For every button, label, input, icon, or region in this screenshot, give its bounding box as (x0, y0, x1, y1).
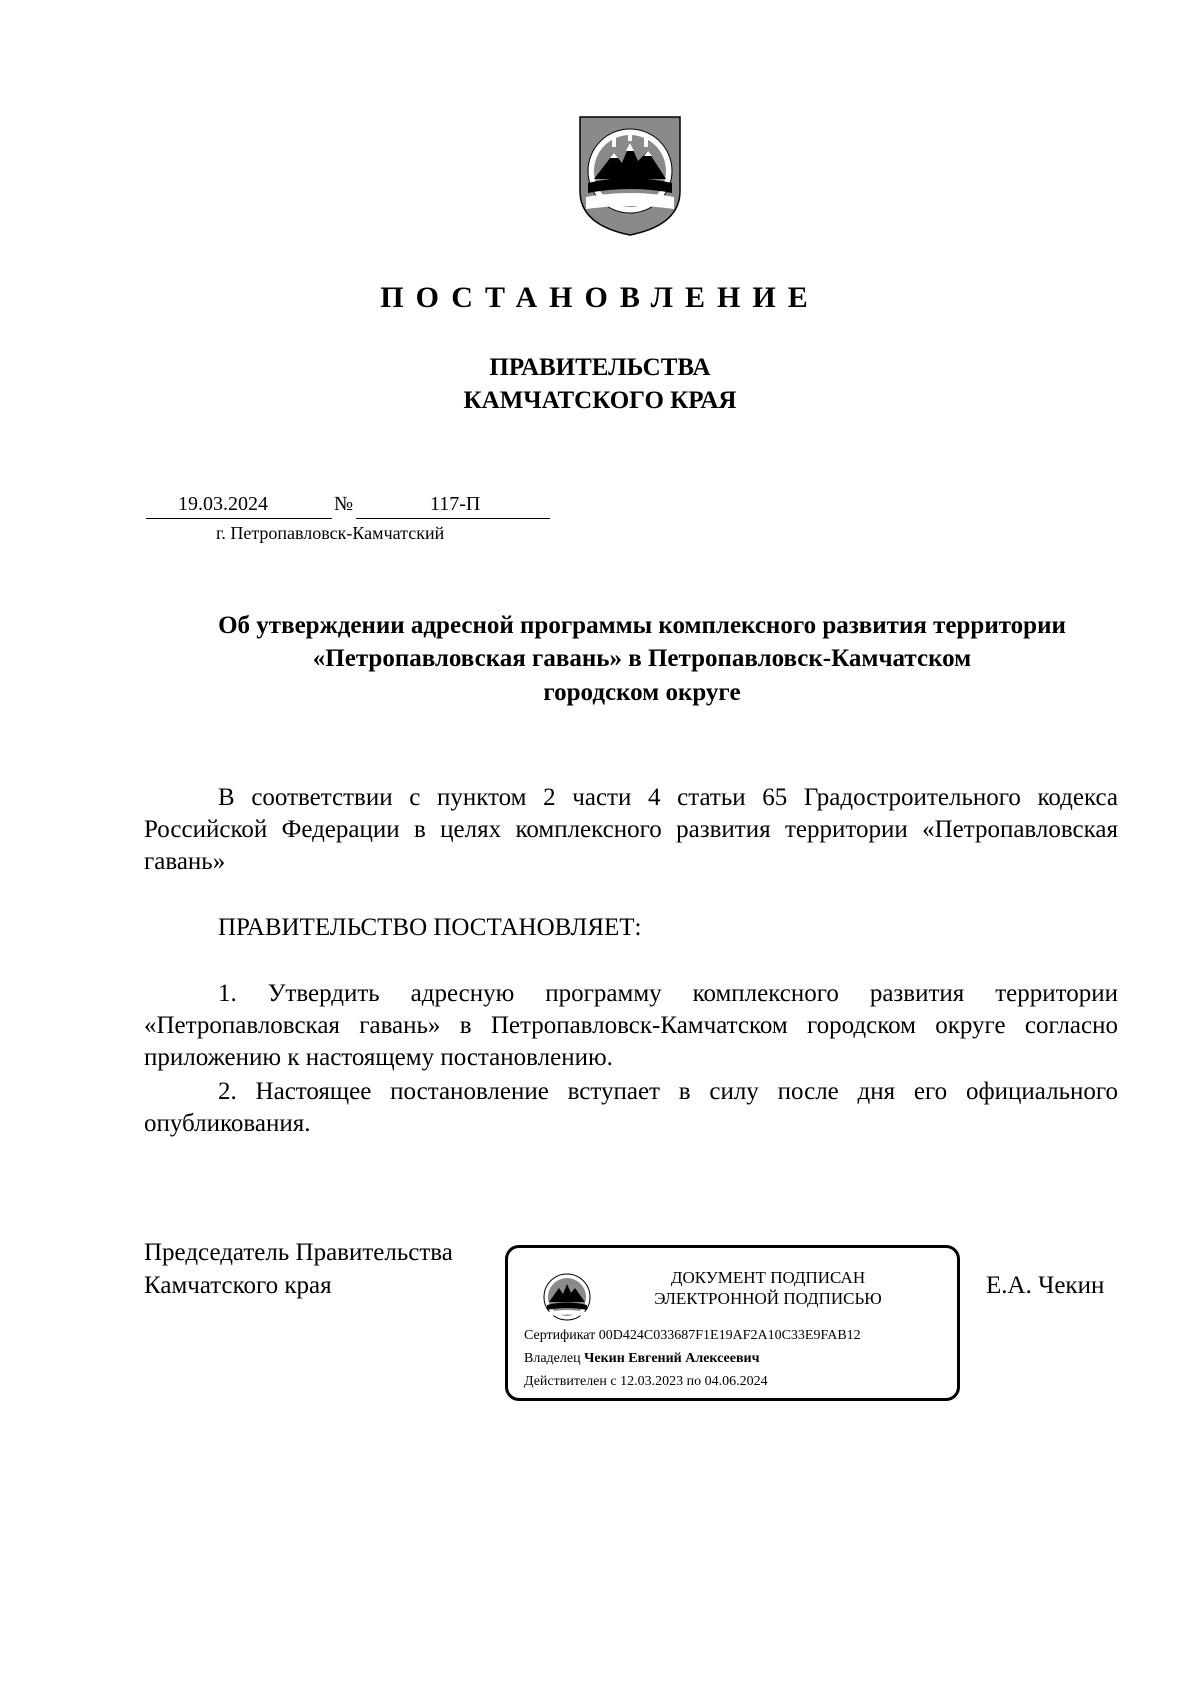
electronic-signature-stamp (505, 1245, 960, 1401)
validity-label: Действителен (524, 1374, 607, 1389)
issuer-line-1: ПРАВИТЕЛЬСТВА (489, 354, 711, 381)
document-number: 117-П (430, 493, 481, 515)
resolution-item-1: 1. Утвердить адресную программу комплексного развития территории «Петропавловская гавань» в Петропавловск-Камчатском городском округе согласно приложению к настоящему постановлению. (144, 980, 1118, 1071)
certificate-value: 00D424C033687F1E19AF2A10C33E9FAB12 (598, 1328, 861, 1343)
stamp-emblem-icon (542, 1272, 592, 1322)
owner-value: Чекин Евгений Алексеевич (584, 1351, 760, 1366)
certificate-label: Сертификат (524, 1328, 596, 1343)
validity-from-word: с (610, 1374, 617, 1389)
validity-from-date: 12.03.2023 (620, 1374, 684, 1389)
date-underline (146, 518, 332, 519)
document-city: г. Петропавловск-Камчатский (216, 523, 445, 543)
signer-title-line-2: Камчатского края (144, 1272, 332, 1299)
number-underline (356, 518, 550, 519)
validity-to-date: 04.06.2024 (704, 1374, 768, 1389)
preamble-paragraph: В соответствии с пунктом 2 части 4 статьи 65 Градостроительного кодекса Российской Федерации в целях комплексного развития территории «Петропавловская гавань» (144, 784, 1118, 875)
document-type-heading: ПОСТАНОВЛЕНИЕ (380, 281, 820, 314)
document-title-line-1: Об утверждении адресной программы комплексного развития территории (218, 612, 1066, 639)
document-title-line-3: городском округе (543, 679, 741, 706)
document-title-line-2: «Петропавловская гавань» в Петропавловск-Камчатском (312, 645, 972, 672)
owner-label: Владелец (524, 1351, 581, 1366)
stamp-heading-line-1: ДОКУМЕНТ ПОДПИСАН (670, 1268, 866, 1287)
resolves-heading: ПРАВИТЕЛЬСТВО ПОСТАНОВЛЯЕТ: (218, 914, 642, 941)
signer-title-line-1: Председатель Правительства (144, 1239, 453, 1266)
coat-of-arms-icon (576, 113, 684, 237)
issuer-line-2: КАМЧАТСКОГО КРАЯ (463, 387, 737, 414)
resolution-item-2: 2. Настоящее постановление вступает в силу после дня его официального опубликования. (144, 1078, 1118, 1137)
number-sign: № (334, 493, 354, 515)
validity-to-word: по (686, 1374, 702, 1389)
stamp-validity-line (524, 1374, 768, 1390)
signer-name: Е.А. Чекин (986, 1272, 1105, 1299)
stamp-certificate-line (524, 1328, 861, 1344)
stamp-heading-line-2: ЭЛЕКТРОННОЙ ПОДПИСЬЮ (654, 1289, 882, 1308)
document-date: 19.03.2024 (178, 493, 268, 515)
stamp-owner-line (524, 1351, 759, 1367)
